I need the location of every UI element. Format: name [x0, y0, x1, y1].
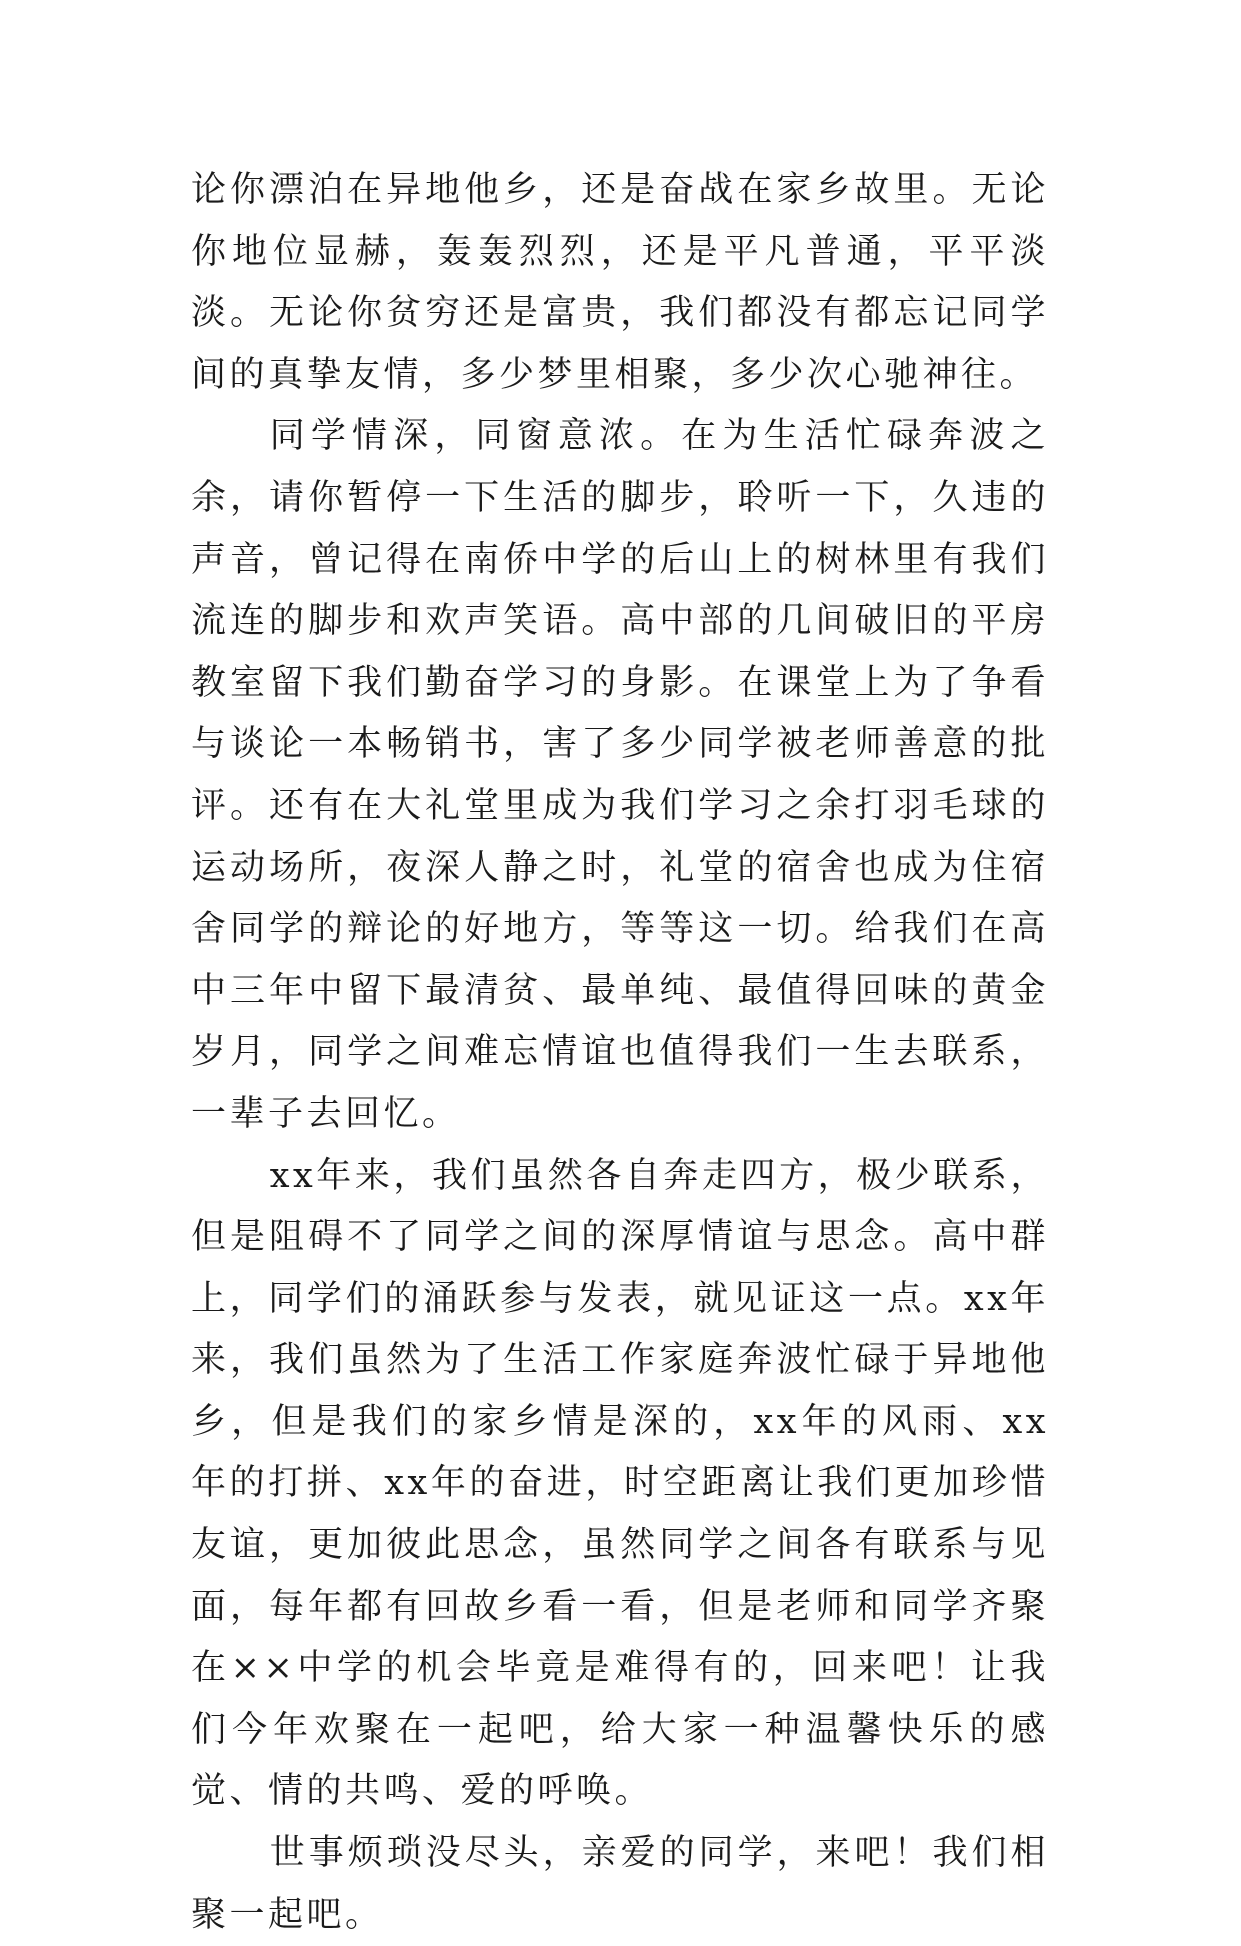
paragraph-1: 论你漂泊在异地他乡，还是奋战在家乡故里。无论你地位显赫，轰轰烈烈，还是平凡普通，平平淡淡。无论你贫穷还是富贵，我们都没有都忘记同学间的真挚友情，多少梦里相聚，多少次心驰神往。 [191, 170, 1049, 395]
paragraph-2: 同学情深，同窗意浓。在为生活忙碌奔波之余，请你暂停一下生活的脚步，聆听一下，久违的声音，曾记得在南侨中学的后山上的树林里有我们流连的脚步和欢声笑语。高中部的几间破旧的平房教室留下我们勤奋学习的身影。在课堂上为了争看与谈论一本畅销书，害了多少同学被老师善意的批评。还有在大礼堂里成为我们学习之余打羽毛球的运动场所，夜深人静之时，礼堂的宿舍也成为住宿舍同学的辩论的好地方，等等这一切。给我们在高中三年中留下最清贫、最单纯、最值得回味的黄金岁月，同学之间难忘情谊也值得我们一生去联系，一辈子去回忆。 [191, 416, 1049, 1134]
paragraph-4: 世事烦琐没尽头，亲爱的同学，来吧！我们相聚一起吧。 [191, 1833, 1049, 1935]
document-body [191, 160, 1049, 1946]
paragraph-3: xx年来，我们虽然各自奔走四方，极少联系，但是阻碍不了同学之间的深厚情谊与思念。高中群上，同学们的涌跃参与发表，就见证这一点。xx年来，我们虽然为了生活工作家庭奔波忙碌于异地他乡，但是我们的家乡情是深的，xx年的风雨、xx年的打拼、xx年的奋进，时空距离让我们更加珍惜友谊，更加彼此思念，虽然同学之间各有联系与见面，每年都有回故乡看一看，但是老师和同学齐聚在××中学的机会毕竟是难得有的，回来吧！让我们今年欢聚在一起吧，给大家一种温馨快乐的感觉、情的共鸣、爱的呼唤。 [191, 1155, 1049, 1812]
